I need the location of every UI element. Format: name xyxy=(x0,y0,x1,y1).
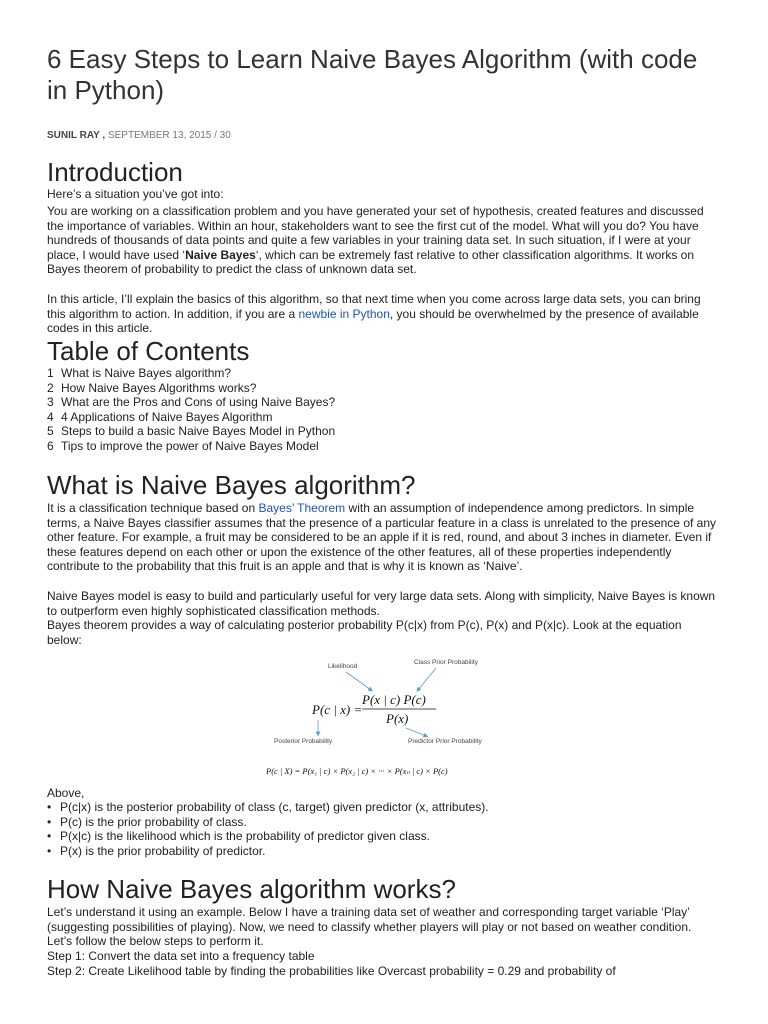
intro-paragraph-2 xyxy=(47,204,719,277)
toc-item[interactable] xyxy=(47,410,647,425)
predictor-prior-label: Predictor Prior Probability xyxy=(408,738,482,745)
definition-item: • P(x) is the prior probability of predictor. xyxy=(47,844,719,859)
bayes-theorem-link[interactable]: Bayes’ Theorem xyxy=(258,501,346,515)
step-2: Step 2: Create Likelihood table by finding the probabilities like Overcast probability = 0.29 and probability of xyxy=(47,964,616,978)
toc-item-label[interactable]: Steps to build a basic Naive Bayes Model in Python xyxy=(61,424,336,438)
intro-p3-text-end: , you should be overwhelmed by the presence of available codes in this article. xyxy=(47,306,699,335)
intro-paragraph-3 xyxy=(47,292,719,336)
toc-item[interactable] xyxy=(47,366,647,381)
intro-p2-text: You are working on a classification problem and you have generated your set of hypothesis, created features and discussed the importance of variables. Within an hour, stakeholders want to see the first cut of the model. What will you do? You have hundreds of thousands of data points and quite a few variables in your training data set. In such situation, if I were at your place, I would have used ‘ xyxy=(47,204,704,262)
article-title: 6 Easy Steps to Learn Naive Bayes Algorithm (with code in Python) xyxy=(47,44,698,105)
definition-item: • P(x|c) is the likelihood which is the probability of predictor given class. xyxy=(47,829,719,844)
intro-paragraph-1: Here’s a situation you’ve got into: xyxy=(47,187,224,201)
likelihood-label: Likelihood xyxy=(328,663,358,670)
class-prior-arrow xyxy=(418,668,436,690)
toc-item[interactable] xyxy=(47,395,647,410)
definition-item: • P(c|x) is the posterior probability of class (c, target) given predictor (x, attributes). xyxy=(47,800,719,815)
toc-item-label[interactable]: How Naive Bayes Algorithms works? xyxy=(61,380,257,395)
byline xyxy=(47,130,231,141)
newbie-python-link[interactable]: newbie in Python xyxy=(298,306,390,321)
above-label: Above, xyxy=(47,786,85,800)
bayes-figure-svg xyxy=(256,648,514,780)
toc-item-number: 6 xyxy=(47,438,54,453)
step-1: Step 1: Convert the data set into a frequency table xyxy=(47,949,315,963)
author-link[interactable]: SUNIL RAY , xyxy=(47,130,106,141)
intro-p3-text: In this article, I’ll explain the basics of this algorithm, so that next time when you come across large data sets, you can bring this algorithm to action. In addition, if you are a xyxy=(47,292,701,321)
date-comments: SEPTEMBER 13, 2015 / 30 xyxy=(107,130,231,141)
toc-list xyxy=(47,366,647,453)
what-p1-text-end: with an assumption of independence among predictors. In simple terms, a Naive Bayes classifier assumes that the presence of a particular feature in a class is unrelated to the presence of any other feature. For example, a fruit may be considered to be an apple if it is red, round, and about 3 inches in diameter. Even if these features depend on each other or upon the existence of the other features, all of these properties independently contribute to the probability that this fruit is an apple and that is why it is known as ‘Naive’. xyxy=(47,501,717,573)
toc-item-label[interactable]: What are the Pros and Cons of using Naive Bayes? xyxy=(61,395,336,409)
toc-item-number: 3 xyxy=(47,395,54,409)
bayes-theorem-figure xyxy=(256,648,514,780)
intro-heading: Introduction xyxy=(47,157,183,187)
toc-item-number: 1 xyxy=(47,366,54,380)
likelihood-arrow xyxy=(346,672,371,690)
what-paragraph-1 xyxy=(47,501,719,574)
what-p1-text: It is a classification technique based on xyxy=(47,501,259,515)
toc-item-label[interactable]: Tips to improve the power of Naive Bayes Model xyxy=(61,438,319,453)
posterior-label: Posterior Probability xyxy=(274,738,333,745)
toc-item[interactable] xyxy=(47,439,647,454)
definition-item: • P(c) is the prior probability of class. xyxy=(47,815,719,830)
what-paragraph-3: Bayes theorem provides a way of calculating posterior probability P(c|x) from P(c), P(x) and P(x|c). Look at the equation below: xyxy=(47,618,682,647)
class-prior-label: Class Prior Probability xyxy=(414,659,478,666)
formula-denominator: P(x) xyxy=(386,711,409,726)
toc-item-number: 4 xyxy=(47,409,54,424)
how-heading: How Naive Bayes algorithm works? xyxy=(47,874,456,904)
how-paragraph-1: Let’s understand it using an example. Below I have a training data set of weather and corresponding target variable ‘Play’ (suggesting possibilities of playing). Now, we need to classify whether players will play or not based on weather condition. Let’s follow the below steps to perform it. xyxy=(47,905,692,948)
toc-item-label[interactable]: 4 Applications of Naive Bayes Algorithm xyxy=(61,409,273,424)
toc-item[interactable] xyxy=(47,424,647,439)
toc-item-label[interactable]: What is Naive Bayes algorithm? xyxy=(61,366,232,380)
toc-item-number: 2 xyxy=(47,380,54,395)
predictor-prior-arrow xyxy=(406,728,426,736)
formula-lhs: P(c | x) = xyxy=(312,702,363,717)
expanded-formula: P(c | X) = P(x₁ | c) × P(x₂ | c) × ··· × P(xₙ | c) × P(c) xyxy=(266,766,448,776)
what-paragraph-2: Naive Bayes model is easy to build and particularly useful for very large data sets. Along with simplicity, Naive Bayes is known to outperform even highly sophisticated classification methods. xyxy=(47,589,716,618)
definitions-list xyxy=(47,800,719,858)
toc-item-number: 5 xyxy=(47,424,54,438)
naive-bayes-bold: Naive Bayes xyxy=(185,247,256,262)
formula-numerator: P(x | c) P(c) xyxy=(362,692,426,707)
what-heading: What is Naive Bayes algorithm? xyxy=(47,470,416,500)
toc-heading: Table of Contents xyxy=(47,336,250,366)
intro-p2-text-end: ‘, which can be extremely fast relative to other classification algorithms. It works on Bayes theorem of probability to predict the class of unknown data set. xyxy=(47,247,694,276)
toc-item[interactable] xyxy=(47,381,647,396)
